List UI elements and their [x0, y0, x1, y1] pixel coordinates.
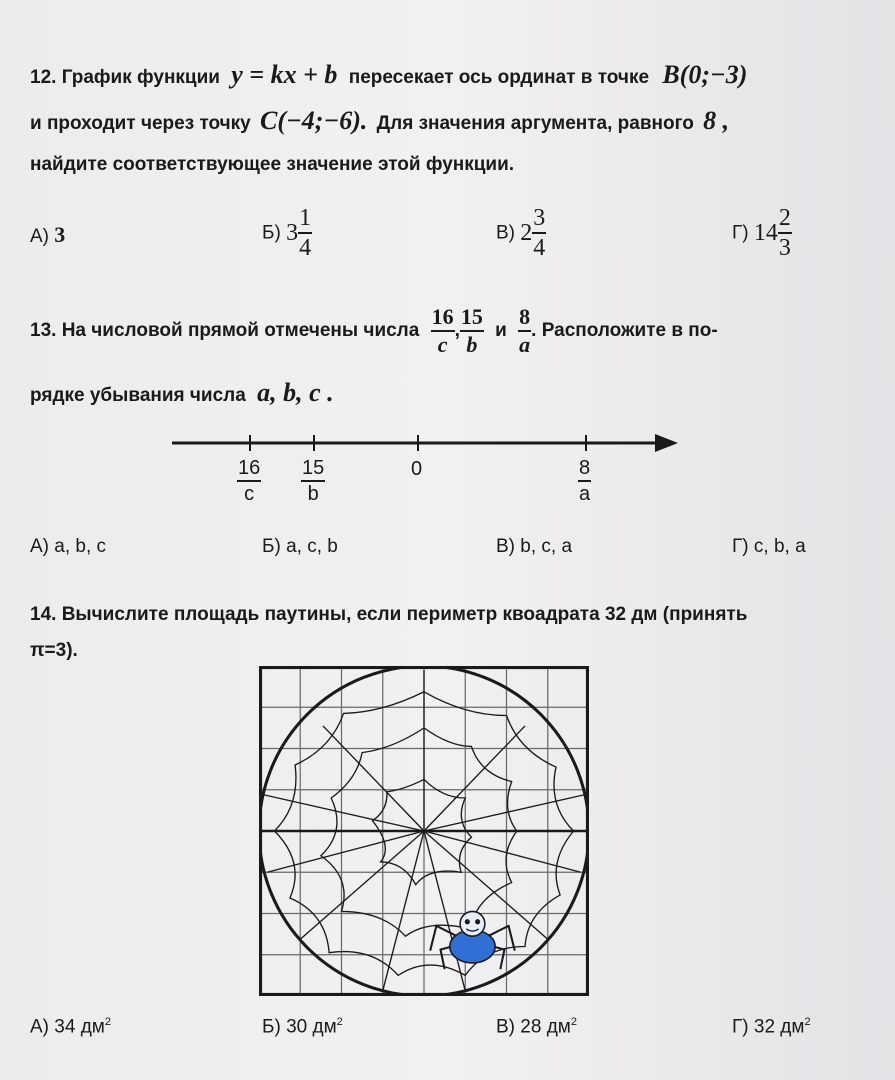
q14-option-b[interactable]: Б) 30 $дм^2$ [262, 1016, 343, 1038]
q14-option-a[interactable]: А) 34 $дм^2$ [30, 1016, 111, 1038]
q14-option-c[interactable]: В) 28 $дм^2$ [496, 1016, 577, 1038]
q13-fraction-16c: $\frac{16}{c}$ [431, 304, 454, 357]
q13-option-c[interactable]: В) b, c, a [496, 536, 573, 557]
q12-point-c: C(−4;−6). [260, 106, 368, 135]
q13-fraction-15b: $\frac{15}{b}$ [460, 304, 483, 357]
axis-label-16c: $\frac{16}{c}$ [238, 457, 261, 505]
axis-label-8a: $\frac{8}{a}$ [579, 457, 591, 505]
q12-option-b[interactable]: Б) 3 $\frac{1}{4}$ [262, 205, 312, 261]
q12-point-b: B(0;−3) [662, 60, 748, 89]
number-line [0, 428, 895, 518]
q13-fraction-8a: $\frac{8}{a}$ [519, 304, 531, 357]
q12-option-d[interactable]: Г) 14 $\frac{2}{3}$ [732, 205, 791, 261]
axis-label-15b: $\frac{15}{b}$ [302, 457, 325, 505]
q12-option-a[interactable]: А) 3 [30, 222, 66, 247]
spider-web-figure [259, 666, 589, 996]
q13-option-d[interactable]: Г) c, b, a [732, 536, 806, 557]
q14-line2: π=3). [30, 640, 78, 661]
q13-option-a[interactable]: А) a, b, c [30, 536, 107, 557]
arrow-head-icon [655, 434, 678, 452]
q12-line3: найдите соответствующее значение этой функции. [30, 154, 515, 175]
axis-label-0: 0 [411, 458, 423, 480]
q13-line2: рядке убывания числа a, b, c . [30, 378, 334, 407]
q13-option-b[interactable]: Б) a, c, b [262, 536, 338, 557]
q14-option-d[interactable]: Г) 32 $дм^2$ [732, 1016, 811, 1038]
q12-line2: и проходит через точку C(−4;−6). Для значения аргумента, равного 8 , [30, 106, 730, 135]
spider-icon [430, 911, 515, 969]
q12-line1: 12. График функции y = kx + b пересекает ось ординат в точке B(0;−3) [30, 60, 748, 89]
q12-option-c[interactable]: В) 2 $\frac{3}{4}$ [496, 205, 546, 261]
q14-line1: 14. Вычислите площадь паутины, если периметр квоадрата 32 дм (принять [30, 604, 748, 625]
q12-formula: y = kx + b [231, 60, 338, 89]
q12-arg-value: 8 , [703, 106, 730, 135]
q13-line1: 13. На числовой прямой отмечены числа $\frac{16}{c}$ , $\frac{15}{b}$ и $\frac{8}{a}$ . Расположите в по- [30, 304, 718, 357]
